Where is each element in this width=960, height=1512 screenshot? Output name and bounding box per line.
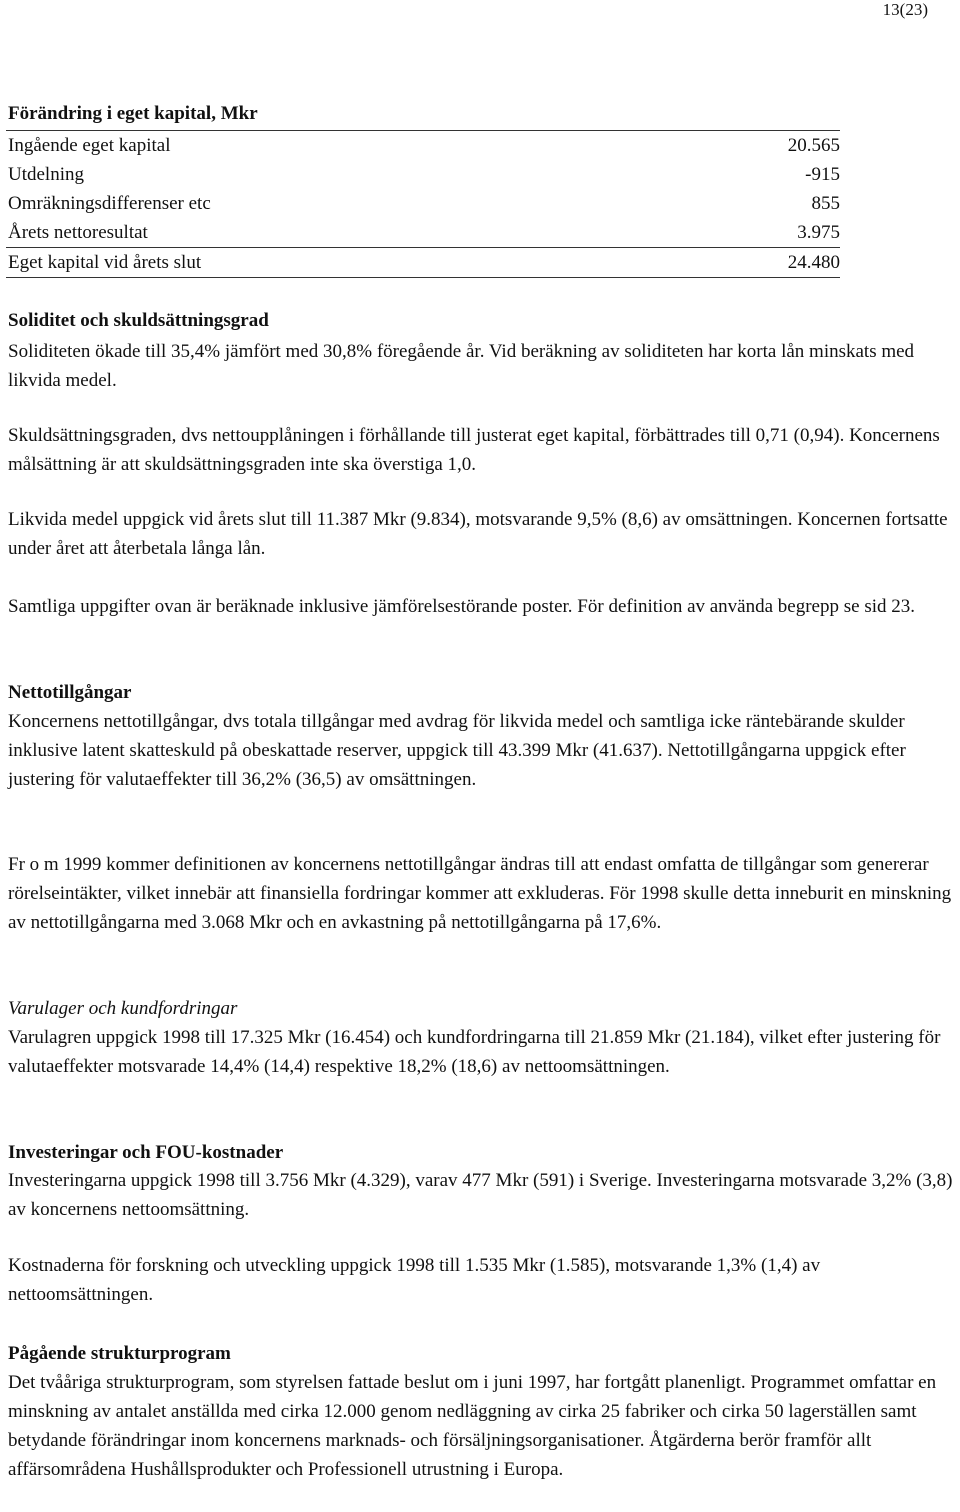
- table-row: [6, 189, 840, 218]
- restructuring-heading: Pågående strukturprogram: [8, 1343, 231, 1364]
- solidity-heading: Soliditet och skuldsättningsgrad: [8, 310, 269, 331]
- row-value: -915: [805, 164, 840, 185]
- equity-change-title: Förändring i eget kapital, Mkr: [8, 103, 258, 124]
- equity-change-table: [6, 130, 840, 278]
- solidity-paragraph-3: Likvida medel uppgick vid årets slut till 11.387 Mkr (9.834), motsvarande 9,5% (8,6) av omsättningen. Koncernen fortsatte under året att återbetala långa lån.: [8, 509, 948, 559]
- net-assets-heading: Nettotillgångar: [8, 682, 132, 703]
- row-value: 3.975: [797, 222, 840, 243]
- investments-paragraph-2: Kostnaderna för forskning och utveckling uppgick 1998 till 1.535 Mkr (1.585), motsvarande 1,3% (1,4) av nettoomsättningen.: [8, 1255, 821, 1305]
- table-row: [6, 160, 840, 189]
- inventories-paragraph-1: Varulagren uppgick 1998 till 17.325 Mkr (16.454) och kundfordringarna till 21.859 Mkr (21.184), vilket efter justering för valutaeffekter motsvarade 14,4% (14,4) respektive 18,2% (18,6) av nettoomsättningen.: [8, 1027, 941, 1077]
- row-value: 855: [811, 193, 840, 214]
- investments-heading: Investeringar och FOU-kostnader: [8, 1142, 284, 1163]
- row-value: 20.565: [787, 135, 840, 156]
- table-row: [6, 218, 840, 247]
- net-assets-paragraph-2: Fr o m 1999 kommer definitionen av koncernens nettotillgångar ändras till att endast omfatta de tillgångar som genererar rörelseintäkter, vilket innebär att finansiella fordringar kommer att exkluderas. För 1998 skulle detta inneburit en minskning av nettotillgångarna med 3.068 Mkr och en avkastning på nettotillgångarna på 17,6%.: [8, 854, 952, 933]
- row-label: Eget kapital vid årets slut: [8, 252, 202, 273]
- investments-paragraph-1: Investeringarna uppgick 1998 till 3.756 Mkr (4.329), varav 477 Mkr (591) i Sverige. Investeringarna motsvarade 3,2% (3,8) av koncernens nettoomsättning.: [8, 1170, 953, 1220]
- solidity-paragraph-2: Skuldsättningsgraden, dvs nettoupplåningen i förhållande till justerat eget kapital, förbättrades till 0,71 (0,94). Koncernens målsättning är att skuldsättningsgraden inte ska överstiga 1,0.: [8, 425, 940, 475]
- solidity-paragraph-4: Samtliga uppgifter ovan är beräknade inklusive jämförelsestörande poster. För definition av använda begrepp se sid 23.: [8, 596, 915, 617]
- inventories-heading: Varulager och kundfordringar: [8, 998, 238, 1019]
- solidity-paragraph-1: Soliditeten ökade till 35,4% jämfört med 30,8% föregående år. Vid beräkning av soliditeten har korta lån minskats med likvida medel.: [8, 341, 915, 391]
- row-label: Ingående eget kapital: [8, 135, 171, 156]
- table-total-row: [6, 247, 840, 277]
- net-assets-paragraph-1: Koncernens nettotillgångar, dvs totala tillgångar med avdrag för likvida medel och samtliga icke räntebärande skulder inklusive latent skatteskuld på obeskattade reserver, uppgick till 43.399 Mkr (41.637). Nettotillgångarna uppgick efter justering för valutaeffekter till 36,2% (36,5) av omsättningen.: [8, 711, 906, 790]
- row-label: Årets nettoresultat: [8, 222, 148, 243]
- page-number: 13(23): [882, 0, 928, 19]
- row-label: Utdelning: [8, 164, 84, 185]
- row-value: 24.480: [787, 252, 840, 273]
- row-label: Omräkningsdifferenser etc: [8, 193, 211, 214]
- restructuring-paragraph-1: Det tvååriga strukturprogram, som styrelsen fattade beslut om i juni 1997, har fortgått planenligt. Programmet omfattar en minskning av antalet anställda med cirka 12.000 genom nedläggning av cirka 25 fabriker och cirka 50 lagerställen samt betydande förändringar inom koncernens marknads- och försäljningsorganisationer. Åtgärderna berör framför allt affärsområdena Hushållsprodukter och Professionell utrustning i Europa.: [8, 1372, 937, 1480]
- table-row: [6, 131, 840, 160]
